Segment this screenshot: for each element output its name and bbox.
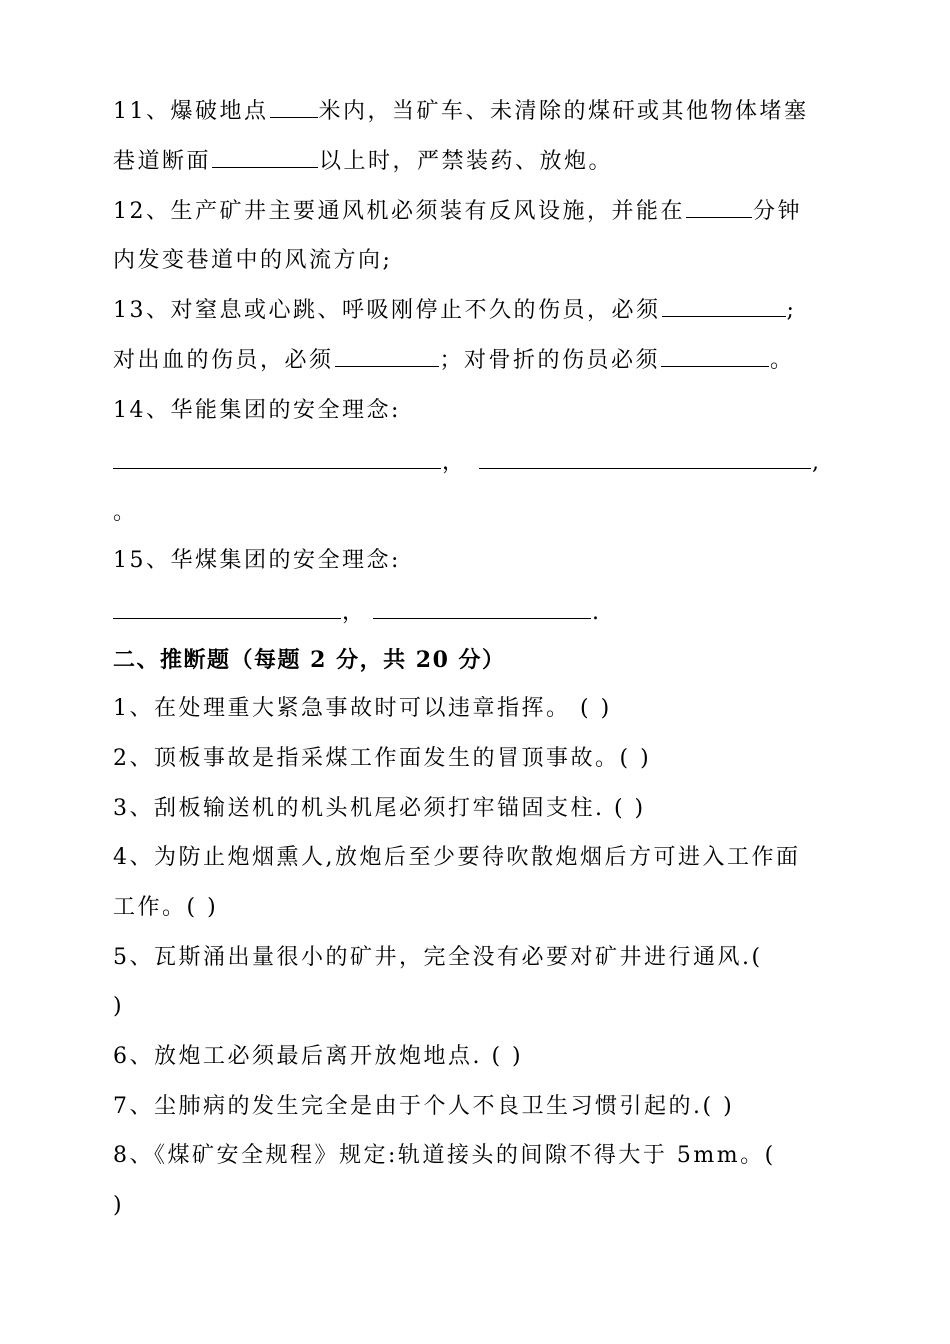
- section-2-title: 二、推断题（每题 2 分，共 20 分）: [113, 647, 506, 673]
- question-text: 米内，当矿车、未清除的煤矸或其他物体堵塞: [318, 99, 809, 124]
- question-text: 巷道断面: [113, 149, 212, 174]
- judgment-item: 工作。( ): [113, 895, 219, 920]
- answer-blank[interactable]: [113, 448, 441, 469]
- question-text: 对骨折的伤员必须: [464, 348, 661, 373]
- question-number: 11、: [113, 99, 171, 124]
- judgment-item: ): [113, 1193, 125, 1218]
- question-13-line-1: [113, 296, 843, 326]
- answer-blank[interactable]: [373, 598, 591, 619]
- answer-blank[interactable]: [335, 346, 439, 367]
- question-12-line-2: [113, 246, 843, 276]
- answer-blank[interactable]: [212, 147, 318, 168]
- question-number: 14、: [113, 398, 171, 423]
- question-text: 。: [770, 348, 795, 373]
- judgment-item: 2、顶板事故是指采煤工作面发生的冒顶事故。( ): [113, 746, 652, 771]
- question-text: 对出血的伤员，必须: [113, 348, 334, 373]
- question-number: 13、: [113, 298, 171, 323]
- question-text: 华煤集团的安全理念:: [170, 548, 401, 573]
- judgment-item: 3、刮板输送机的机头机尾必须打牢锚固支柱. ( ): [113, 796, 646, 821]
- answer-blank[interactable]: [270, 97, 318, 118]
- question-15-line-2: [113, 598, 843, 628]
- answer-blank[interactable]: [686, 197, 752, 218]
- question-text: 生产矿井主要通风机必须装有反风设施，并能在: [170, 199, 686, 224]
- question-number: 15、: [113, 548, 171, 573]
- question-text: 内发变巷道中的风流方向;: [113, 248, 393, 273]
- question-text: 对窒息或心跳、呼吸刚停止不久的伤员，必须: [170, 298, 661, 323]
- question-11-line-2: [113, 147, 843, 177]
- question-text: 华能集团的安全理念:: [170, 398, 401, 423]
- question-14-line-1: [113, 396, 843, 426]
- question-15-line-1: [113, 546, 843, 576]
- question-text: 以上时，严禁装药、放炮。: [319, 149, 614, 174]
- judgment-item: 7、尘肺病的发生完全是由于个人不良卫生习惯引起的.( ): [113, 1094, 735, 1119]
- period-mark: 。: [113, 500, 138, 525]
- judgment-item: 5、瓦斯涌出量很小的矿井，完全没有必要对矿井进行通风.(: [113, 945, 763, 970]
- question-12-line-1: [113, 197, 843, 227]
- question-13-line-2: [113, 346, 843, 376]
- question-text: ；: [439, 348, 465, 373]
- separator: ,: [812, 450, 820, 475]
- judgment-item: 4、为防止炮烟熏人,放炮后至少要待吹散炮烟后方可进入工作面: [113, 845, 801, 870]
- answer-blank[interactable]: [661, 346, 769, 367]
- judgment-item: ): [113, 994, 125, 1019]
- answer-blank[interactable]: [113, 598, 341, 619]
- question-text: 爆破地点: [170, 99, 269, 124]
- judgment-item: 1、在处理重大紧急事故时可以违章指挥。 ( ): [113, 696, 612, 721]
- question-text: 分钟: [753, 199, 803, 224]
- question-text: ;: [786, 298, 797, 323]
- question-14-line-2: [113, 448, 843, 478]
- separator: ，: [342, 600, 365, 625]
- answer-blank[interactable]: [479, 448, 811, 469]
- judgment-item: 8、《煤矿安全规程》规定:轨道接头的间隙不得大于 5mm。(: [113, 1143, 776, 1168]
- period-mark: .: [592, 600, 600, 625]
- question-11-line-1: [113, 97, 843, 127]
- question-14-line-3: [113, 498, 843, 528]
- judgment-item: 6、放炮工必须最后离开放炮地点. ( ): [113, 1044, 524, 1069]
- question-number: 12、: [113, 199, 171, 224]
- separator: ，: [442, 450, 465, 475]
- answer-blank[interactable]: [662, 296, 786, 317]
